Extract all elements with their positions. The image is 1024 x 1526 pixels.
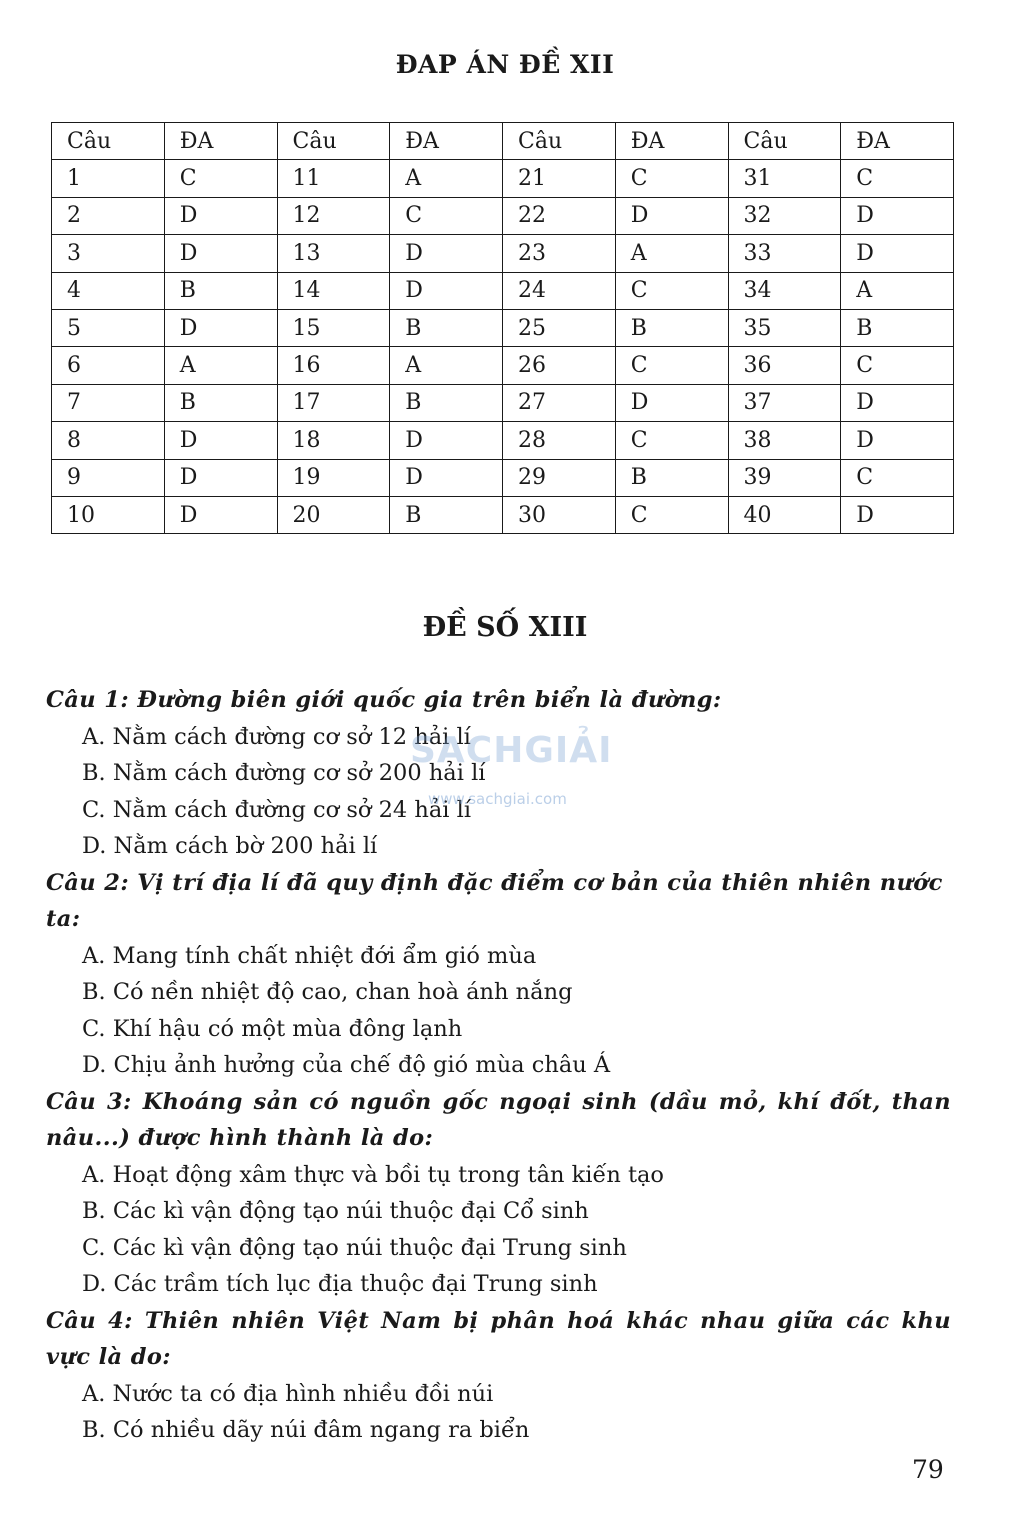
table-row xyxy=(52,235,954,272)
answer-cell: B xyxy=(615,309,728,346)
question-block xyxy=(46,1303,951,1449)
answer-cell: B xyxy=(390,309,503,346)
table-row xyxy=(52,309,954,346)
answer-cell: C xyxy=(615,496,728,533)
question-text: Câu 2: Vị trí địa lí đã quy định đặc điểm cơ bản của thiên nhiên nước ta: xyxy=(46,869,943,932)
question-number-cell: 20 xyxy=(277,496,390,533)
question-number-cell: 31 xyxy=(728,160,841,197)
question-number-cell: 4 xyxy=(52,272,165,309)
question-number-cell: 3 xyxy=(52,235,165,272)
question-number-cell: 12 xyxy=(277,197,390,234)
question-text: Câu 4: Thiên nhiên Việt Nam bị phân hoá khác nhau giữa các khu vực là do: xyxy=(46,1307,951,1370)
answer-option: A. Nằm cách đường cơ sở 12 hải lí xyxy=(82,723,471,750)
question-number-cell: 15 xyxy=(277,309,390,346)
question-number-cell: 40 xyxy=(728,496,841,533)
answer-cell: C xyxy=(841,160,954,197)
answer-option: B. Có nền nhiệt độ cao, chan hoà ánh nắng xyxy=(82,979,573,1005)
header-cell: Câu xyxy=(277,123,390,160)
question-number-cell: 7 xyxy=(52,384,165,421)
question-number-cell: 27 xyxy=(503,384,616,421)
answer-cell: C xyxy=(164,160,277,197)
question-number-cell: 17 xyxy=(277,384,390,421)
answer-cell: D xyxy=(841,197,954,234)
question-block xyxy=(46,682,951,865)
question-number-cell: 8 xyxy=(52,422,165,459)
question-number-cell: 37 xyxy=(728,384,841,421)
answer-cell: D xyxy=(841,384,954,421)
table-row xyxy=(52,384,954,421)
answer-cell: B xyxy=(841,309,954,346)
answer-cell: C xyxy=(390,197,503,234)
answer-cell: D xyxy=(390,235,503,272)
table-row xyxy=(52,347,954,384)
answer-option: C. Các kì vận động tạo núi thuộc đại Trung sinh xyxy=(82,1234,627,1261)
question-number-cell: 36 xyxy=(728,347,841,384)
question-number-cell: 29 xyxy=(503,459,616,496)
question-number-cell: 21 xyxy=(503,160,616,197)
answer-cell: D xyxy=(390,272,503,309)
question-number-cell: 19 xyxy=(277,459,390,496)
question-number-cell: 35 xyxy=(728,309,841,346)
table-header-row xyxy=(52,123,954,160)
answer-cell: D xyxy=(390,459,503,496)
question-number-cell: 1 xyxy=(52,160,165,197)
question-number-cell: 23 xyxy=(503,235,616,272)
answer-cell: D xyxy=(390,422,503,459)
question-number-cell: 6 xyxy=(52,347,165,384)
answer-cell: A xyxy=(390,347,503,384)
question-number-cell: 5 xyxy=(52,309,165,346)
table-row xyxy=(52,197,954,234)
answer-cell: C xyxy=(615,160,728,197)
answer-cell: B xyxy=(390,384,503,421)
answer-key-table xyxy=(51,122,954,534)
answer-key-title: ĐAP ÁN ĐỀ XII xyxy=(395,50,615,79)
question-number-cell: 18 xyxy=(277,422,390,459)
question-number-cell: 25 xyxy=(503,309,616,346)
answer-cell: D xyxy=(164,235,277,272)
answer-cell: D xyxy=(615,197,728,234)
answer-option: A. Hoạt động xâm thực và bồi tụ trong tân kiến tạo xyxy=(82,1161,664,1188)
answer-option: A. Mang tính chất nhiệt đới ẩm gió mùa xyxy=(82,942,537,969)
answer-cell: B xyxy=(615,459,728,496)
answer-option: A. Nước ta có địa hình nhiều đồi núi xyxy=(82,1380,494,1407)
header-cell: ĐA xyxy=(615,123,728,160)
answer-cell: B xyxy=(164,384,277,421)
question-text: Câu 1: Đường biên giới quốc gia trên biển là đường: xyxy=(46,687,722,713)
table-row xyxy=(52,422,954,459)
table-row xyxy=(52,496,954,533)
answer-option: D. Các trầm tích lục địa thuộc đại Trung sinh xyxy=(82,1271,598,1297)
question-number-cell: 9 xyxy=(52,459,165,496)
answer-cell: A xyxy=(615,235,728,272)
question-number-cell: 16 xyxy=(277,347,390,384)
answer-cell: D xyxy=(164,422,277,459)
answer-cell: C xyxy=(615,347,728,384)
answer-option: C. Khí hậu có một mùa đông lạnh xyxy=(82,1015,463,1042)
answer-cell: A xyxy=(164,347,277,384)
header-cell: Câu xyxy=(503,123,616,160)
question-number-cell: 33 xyxy=(728,235,841,272)
question-number-cell: 11 xyxy=(277,160,390,197)
question-number-cell: 10 xyxy=(52,496,165,533)
page-number: 79 xyxy=(912,1455,944,1484)
answer-option: D. Nằm cách bờ 200 hải lí xyxy=(82,833,378,859)
answer-cell: D xyxy=(164,459,277,496)
answer-option: B. Các kì vận động tạo núi thuộc đại Cổ sinh xyxy=(82,1198,589,1224)
answer-cell: C xyxy=(615,272,728,309)
question-block xyxy=(46,865,951,1084)
question-number-cell: 24 xyxy=(503,272,616,309)
answer-cell: C xyxy=(615,422,728,459)
header-cell: ĐA xyxy=(390,123,503,160)
question-number-cell: 34 xyxy=(728,272,841,309)
answer-cell: D xyxy=(841,422,954,459)
question-number-cell: 32 xyxy=(728,197,841,234)
answer-option: C. Nằm cách đường cơ sở 24 hải lí xyxy=(82,796,472,823)
question-number-cell: 30 xyxy=(503,496,616,533)
question-number-cell: 38 xyxy=(728,422,841,459)
answer-cell: D xyxy=(841,496,954,533)
question-number-cell: 14 xyxy=(277,272,390,309)
watermark-url: www.sachgiai.com xyxy=(428,790,567,808)
question-number-cell: 39 xyxy=(728,459,841,496)
table-row xyxy=(52,459,954,496)
answer-cell: A xyxy=(390,160,503,197)
table-row xyxy=(52,272,954,309)
answer-cell: D xyxy=(615,384,728,421)
question-number-cell: 2 xyxy=(52,197,165,234)
answer-cell: A xyxy=(841,272,954,309)
answer-cell: D xyxy=(841,235,954,272)
watermark-logo: SACHGIẢI xyxy=(410,730,613,771)
answer-cell: B xyxy=(390,496,503,533)
answer-option: D. Chịu ảnh hưởng của chế độ gió mùa châu Á xyxy=(82,1052,611,1078)
answer-option: B. Có nhiều dãy núi đâm ngang ra biển xyxy=(82,1417,530,1443)
question-block xyxy=(46,1084,951,1303)
question-number-cell: 13 xyxy=(277,235,390,272)
question-number-cell: 22 xyxy=(503,197,616,234)
answer-cell: C xyxy=(841,347,954,384)
header-cell: ĐA xyxy=(164,123,277,160)
question-number-cell: 26 xyxy=(503,347,616,384)
answer-cell: C xyxy=(841,459,954,496)
answer-cell: B xyxy=(164,272,277,309)
answer-cell: D xyxy=(164,309,277,346)
answer-cell: D xyxy=(164,197,277,234)
question-number-cell: 28 xyxy=(503,422,616,459)
answer-cell: D xyxy=(164,496,277,533)
question-list xyxy=(46,682,951,1449)
question-text: Câu 3: Khoáng sản có nguồn gốc ngoại sinh (dầu mỏ, khí đốt, than nâu...) được hình thành là do: xyxy=(46,1088,951,1151)
header-cell: Câu xyxy=(728,123,841,160)
table-row xyxy=(52,160,954,197)
header-cell: ĐA xyxy=(841,123,954,160)
answer-option: B. Nằm cách đường cơ sở 200 hải lí xyxy=(82,760,486,786)
header-cell: Câu xyxy=(52,123,165,160)
exam-title: ĐỀ SỐ XIII xyxy=(422,612,588,643)
